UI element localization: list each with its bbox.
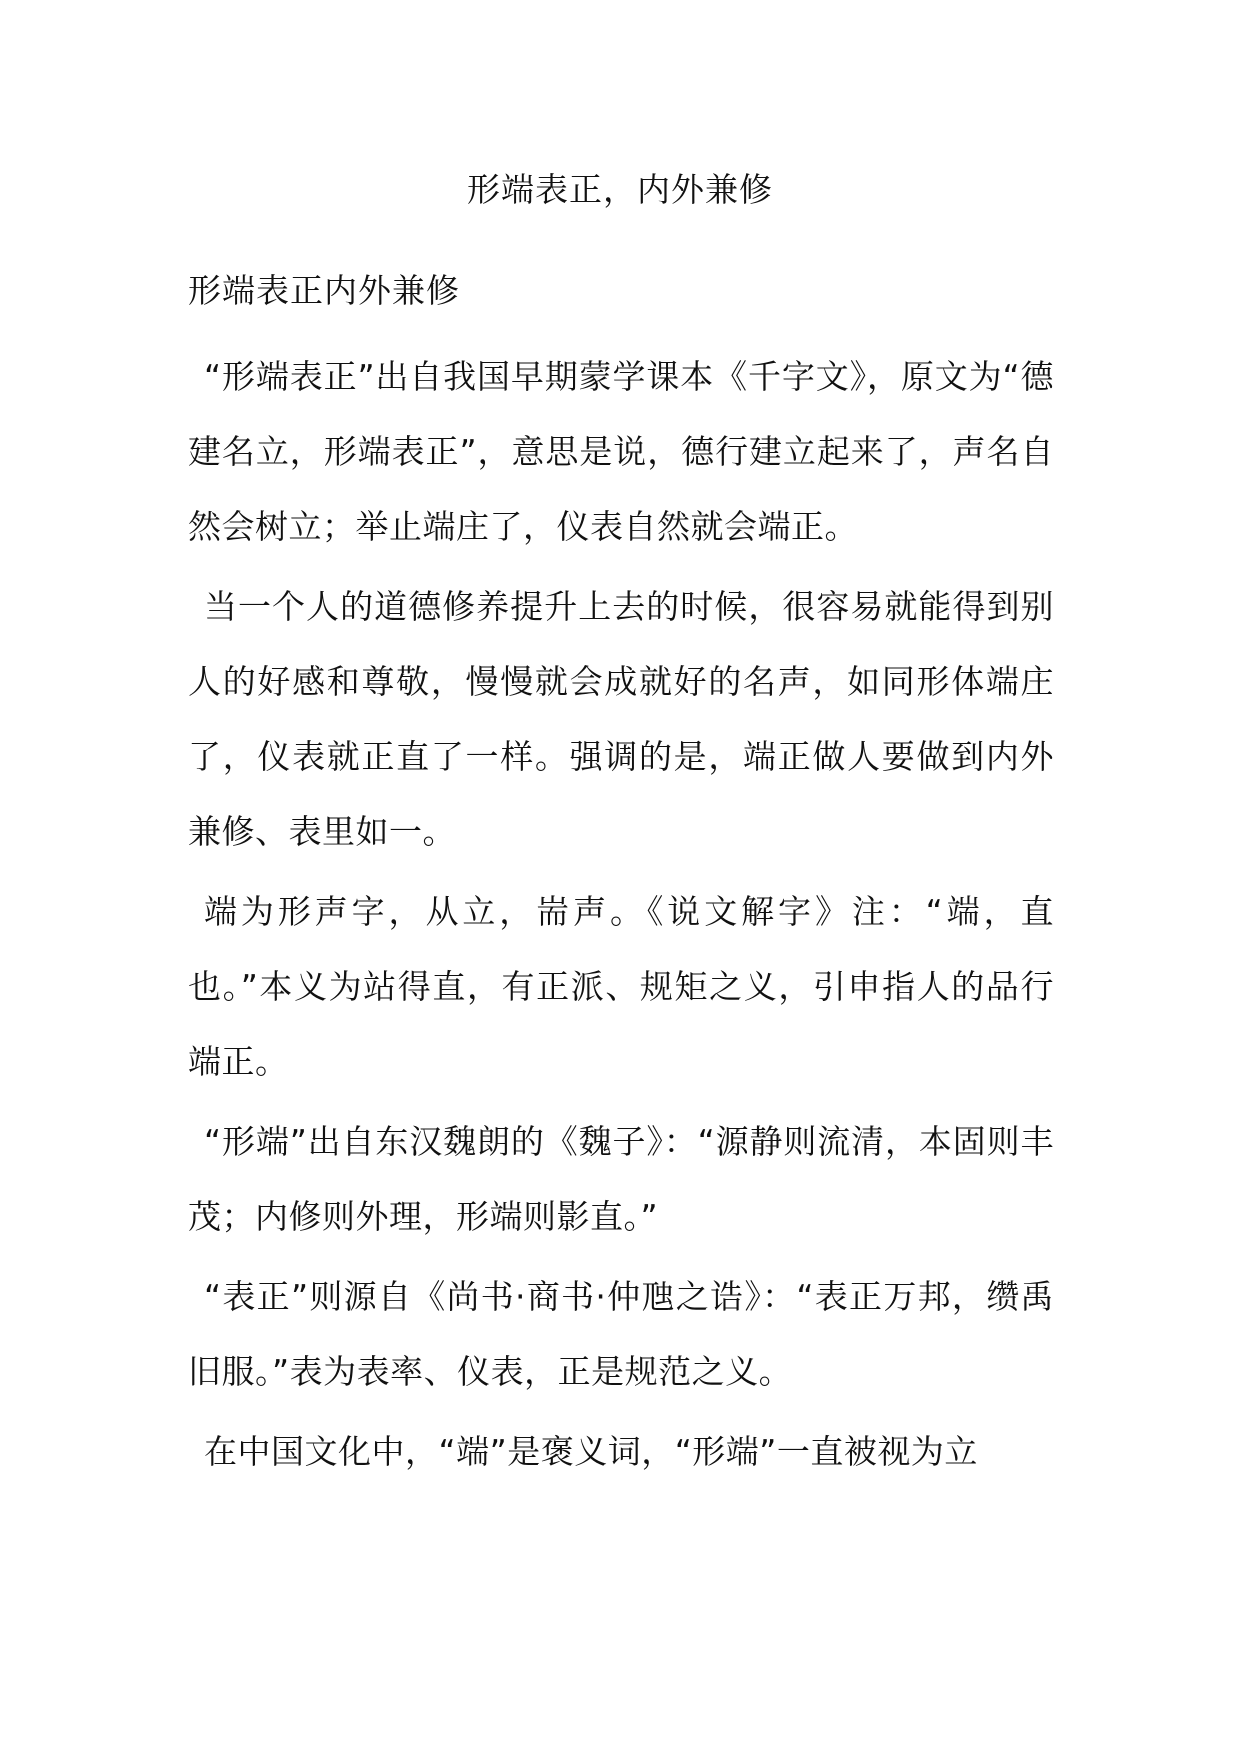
document-title: 形端表正，内外兼修 [467, 170, 773, 209]
paragraph: 端为形声字，从立，耑声。《说文解字》注：“端，直也。”本义为站得直，有正派、规矩之义，引申指人的品行端正。 [188, 892, 1054, 1081]
paragraph: “表正”则源自《尚书·商书·仲虺之诰》：“表正万邦，缵禹旧服。”表为表率、仪表，正是规范之义。 [188, 1277, 1054, 1391]
paragraph: “形端表正”出自我国早期蒙学课本《千字文》，原文为“德建名立，形端表正”，意思是说，德行建立起来了，声名自然会树立；举止端庄了，仪表自然就会端正。 [188, 357, 1054, 546]
paragraph: 当一个人的道德修养提升上去的时候，很容易就能得到别人的好感和尊敬，慢慢就会成就好的名声，如同形体端庄了，仪表就正直了一样。强调的是，端正做人要做到内外兼修、表里如一。 [188, 587, 1054, 851]
paragraph: “形端”出自东汉魏朗的《魏子》：“源静则流清，本固则丰茂；内修则外理，形端则影直。” [188, 1122, 1054, 1236]
document-body [188, 265, 1054, 1494]
paragraph: 在中国文化中，“端”是褒义词，“形端”一直被视为立 [204, 1432, 978, 1471]
document-subtitle: 形端表正内外兼修 [188, 271, 460, 310]
